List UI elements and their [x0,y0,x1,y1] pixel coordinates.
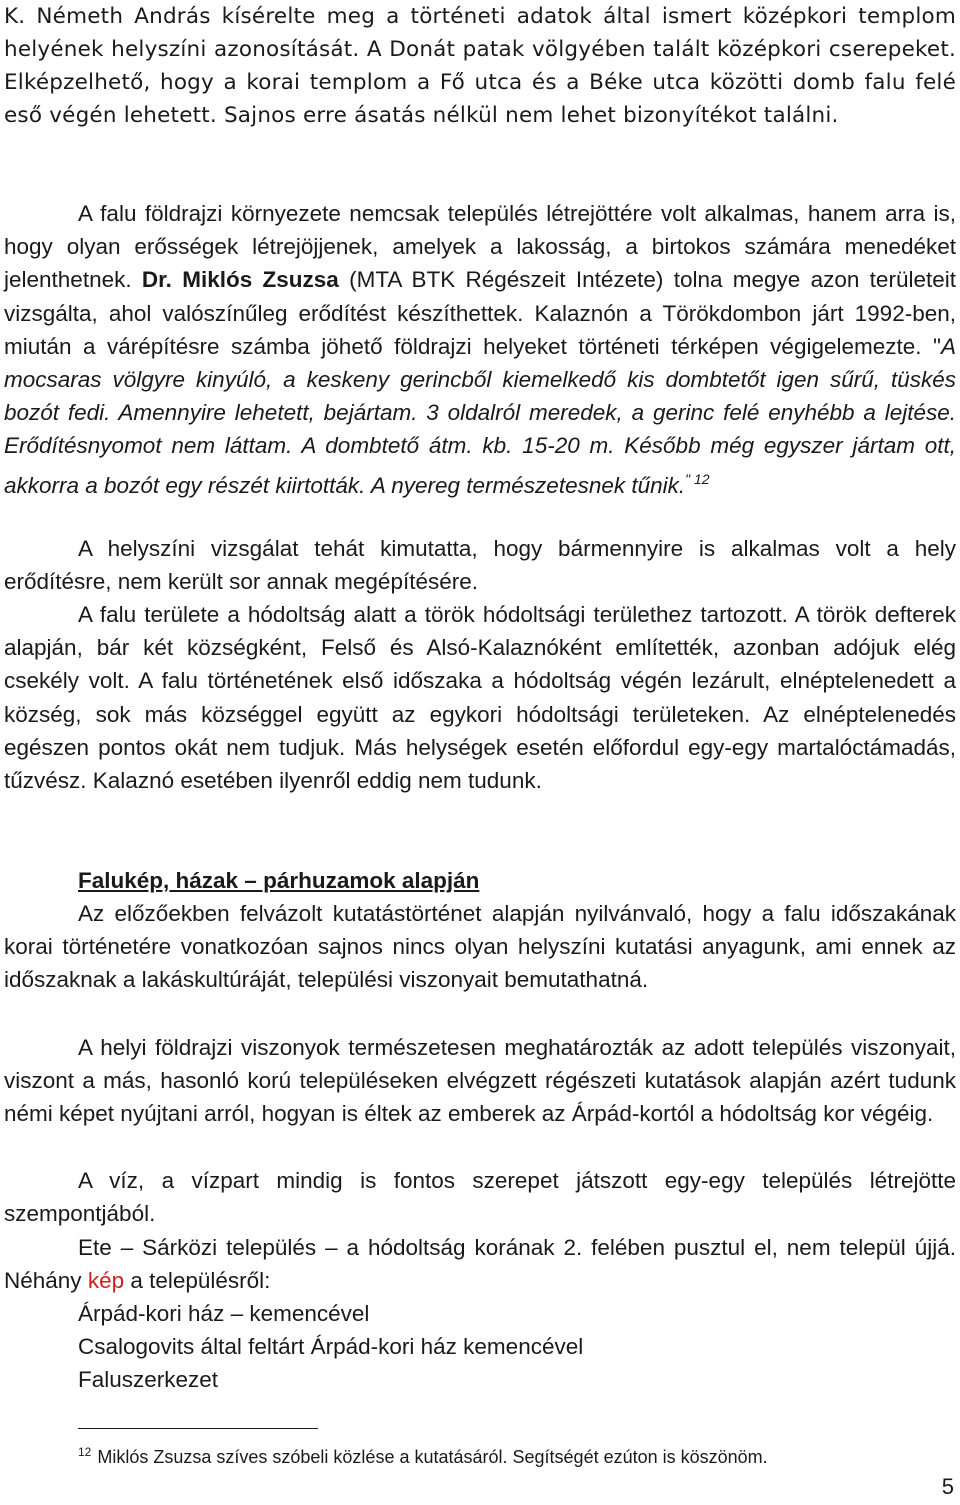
list-item[interactable]: Árpád-kori ház – kemencével [78,1301,370,1326]
paragraph-ete [4,1231,956,1297]
footnote-reference[interactable]: " 12 [685,470,710,487]
paragraph-templom: K. Németh András kísérelte meg a történeti adatok által ismert középkori templom helyének helyszíni azonosítását. A Donát patak völgyében talált középkori cserepeket. Elképzelhető, hogy a korai templom a Fő utca és a Béke utca közötti domb falu felé eső végén lehetett. Sajnos erre ásatás nélkül nem lehet bizonyítékot találni. [4,4,956,128]
footnote-divider [78,1428,318,1429]
paragraph-kutatastortenet: Az előzőekben felvázolt kutatástörténet alapján nyilvánvaló, hogy a falu időszakának korai történetére vonatkozóan sajnos nincs olyan helyszíni kutatási anyagunk, ami ennek az időszaknak a lakáskultúráját, települési viszonyait bemutathatná. [4,901,956,993]
footnote-text: Miklós Zsuzsa szíves szóbeli közlése a kutatásáról. Segítségét ezúton is köszönöm. [97,1447,768,1467]
paragraph-text: A falu földrajzi környezete nemcsak település létrejöttére volt alkalmas, hanem arra is, hogy olyan erősségek létrejöjjenek, amelyek a lakosság, a birtokos számára menedéket jelenthetnek. [4,201,956,293]
dr-label: Dr. [141,267,172,293]
footnote-number: 12 [78,1445,92,1459]
list-item[interactable]: Faluszerkezet [78,1367,219,1393]
paragraph-text: Ete – Sárközi település – a hódoltság korának 2. felében pusztul el, nem települ újjá. Néhány [4,1235,956,1294]
author-name: Miklós Zsuzsa [182,267,339,293]
space [172,267,182,292]
page-number: 5 [941,1474,954,1499]
kep-link[interactable]: kép [87,1268,125,1294]
paragraph-vizsgalat: A helyszíni vizsgálat tehát kimutatta, hogy bármennyire is alkalmas volt a hely erődítésre, nem került sor annak megépítésére. [4,536,956,595]
paragraph-text: a településről: [124,1268,271,1294]
image-list [78,1297,583,1397]
paragraph-foldrajzi: A helyi földrajzi viszonyok természetesen meghatározták az adott település viszonyait, viszont a más, hasonló korú településeken elvégzett régészeti kutatások alapján azért tudunk némi képet nyújtani arról, hogyan is éltek az emberek az Árpád-kortól a hódoltság kor végéig. [4,1035,956,1127]
paragraph-erodites [4,197,956,502]
paragraph-hodoltsag: A falu területe a hódoltság alatt a török hódoltsági területhez tartozott. A török defterek alapján, bár két községként, Felső és Alsó-Kalaznóként említették, azonban adójuk elég csekély volt. A falu történetének első időszaka a hódoltság végén lezárult, elnéptelenedett a község, sok más községgel együtt az egykori hódoltsági területeken. Az elnéptelenedés egészen pontos okát nem tudjuk. Más helységek esetén előfordul egy-egy martalóctámadás, tűzvész. Kalaznó esetében ilyenről eddig nem tudunk. [4,602,956,794]
section-heading: Falukép, házak – párhuzamok alapján [78,868,480,893]
footnote [78,1440,768,1469]
list-item[interactable]: Csalogovits által feltárt Árpád-kori ház kemencével [78,1334,584,1360]
paragraph-viz: A víz, a vízpart mindig is fontos szerepet játszott egy-egy település létrejötte szempontjából. [4,1168,956,1227]
paragraph-text: (MTA BTK Régészeit Intézete) tolna megye azon területeit vizsgálta, ahol valószínűleg erődítést készíthettek. Kalaznón a Törökdombon járt 1992-ben, miután a várépítésre számba jöhető földrajzi helyeket történeti térképen végigelemezte. " [4,267,956,359]
quotation: A mocsaras völgyre kinyúló, a keskeny gerincből kiemelkedő kis dombtetőt igen sűrű, tüskés bozót fedi. Amennyire lehetett, bejártam. 3 oldalról meredek, a gerinc felé enyhébb a lejtése. Erődítésnyomot nem láttam. A dombtető átm. kb. 15-20 m. Később még egyszer jártam ott, akkorra a bozót egy részét kiirtották. A nyereg természetesnek tűnik. [4,333,956,498]
